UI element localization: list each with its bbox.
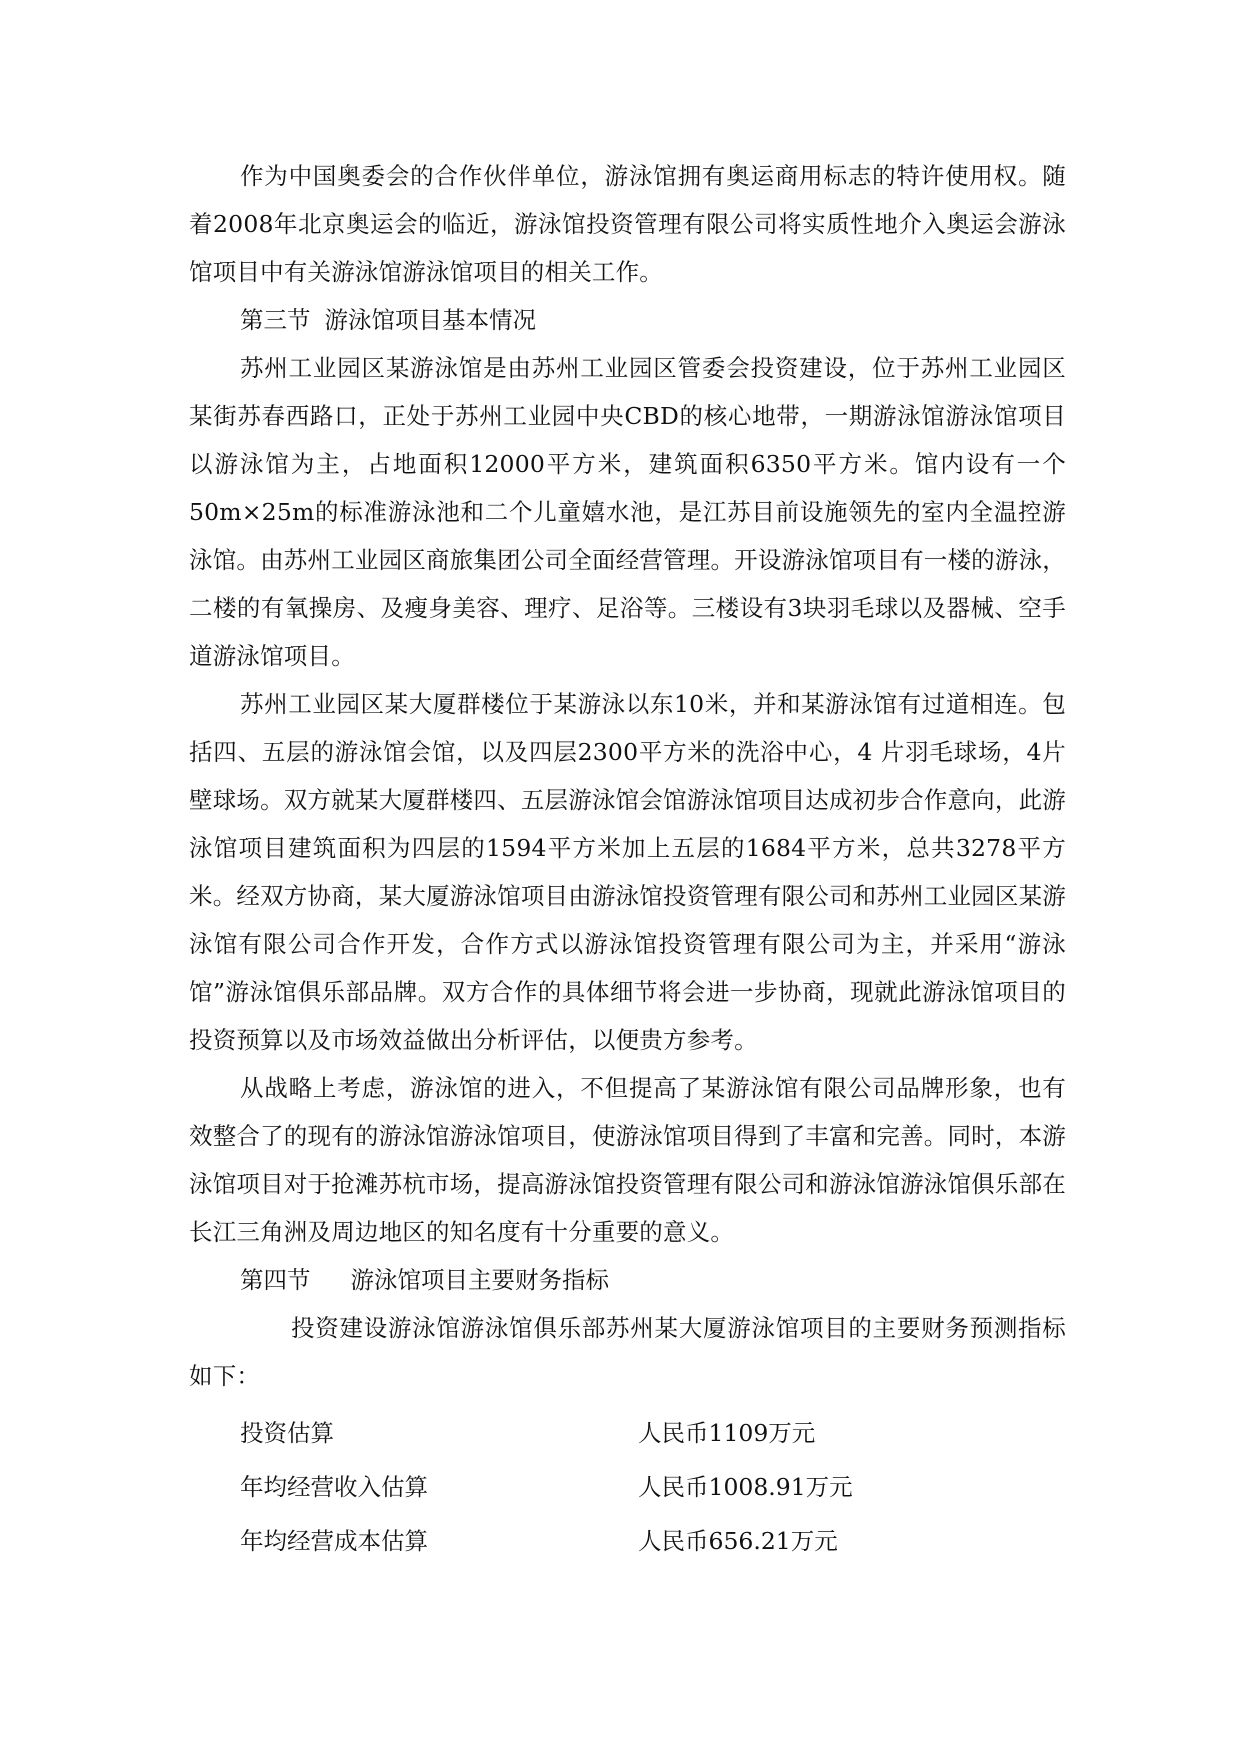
section-4-title: 游泳馆项目主要财务指标 <box>350 1266 609 1294</box>
financial-value: 人民币656.21万元 <box>638 1527 838 1555</box>
section-4-intro: 投资建设游泳馆游泳馆俱乐部苏州某大厦游泳馆项目的主要财务预测指标如下： <box>189 1314 1066 1390</box>
financial-value: 人民币1008.91万元 <box>638 1473 853 1501</box>
financial-row-cost <box>240 1514 1066 1568</box>
section-4-number: 第四节 <box>240 1266 311 1294</box>
financial-label: 年均经营收入估算 <box>240 1473 428 1501</box>
intro-paragraph: 作为中国奥委会的合作伙伴单位，游泳馆拥有奥运商用标志的特许使用权。随着2008年北京奥运会的临近，游泳馆投资管理有限公司将实质性地介入奥运会游泳馆项目中有关游泳馆游泳馆项目的相关工作。 <box>189 162 1066 286</box>
section-3-title: 游泳馆项目基本情况 <box>324 306 536 334</box>
financial-row-investment <box>240 1406 1066 1460</box>
section-3-heading <box>189 296 1066 344</box>
financial-value: 人民币1109万元 <box>638 1419 816 1447</box>
section-3-paragraph-1: 苏州工业园区某游泳馆是由苏州工业园区管委会投资建设，位于苏州工业园区某街苏春西路口，正处于苏州工业园中央CBD的核心地带，一期游泳馆游泳馆项目以游泳馆为主，占地面积12000平方米，建筑面积6350平方米。馆内设有一个50m×25m的标准游泳池和二个儿童嬉水池，是江苏目前设施领先的室内全温控游泳馆。由苏州工业园区商旅集团公司全面经营管理。开设游泳馆项目有一楼的游泳，二楼的有氧操房、及瘦身美容、理疗、足浴等。三楼设有3块羽毛球以及器械、空手道游泳馆项目。 <box>189 354 1066 670</box>
section-3-paragraph-2: 苏州工业园区某大厦群楼位于某游泳以东10米，并和某游泳馆有过道相连。包括四、五层的游泳馆会馆，以及四层2300平方米的洗浴中心，4 片羽毛球场，4片壁球场。双方就某大厦群楼四、五层游泳馆会馆游泳馆项目达成初步合作意向，此游泳馆项目建筑面积为四层的1594平方米加上五层的1684平方米，总共3278平方米。经双方协商，某大厦游泳馆项目由游泳馆投资管理有限公司和苏州工业园区某游泳馆有限公司合作开发，合作方式以游泳馆投资管理有限公司为主，并采用“游泳馆”游泳馆俱乐部品牌。双方合作的具体细节将会进一步协商，现就此游泳馆项目的投资预算以及市场效益做出分析评估，以便贵方参考。 <box>189 690 1066 1054</box>
financial-indicators-table <box>240 1406 1066 1568</box>
financial-row-revenue <box>240 1460 1066 1514</box>
section-4-heading <box>189 1256 1066 1304</box>
section-3-number: 第三节 <box>240 306 311 334</box>
page-content <box>189 152 1066 1568</box>
financial-label: 投资估算 <box>240 1419 334 1447</box>
section-3-paragraph-3: 从战略上考虑，游泳馆的进入，不但提高了某游泳馆有限公司品牌形象，也有效整合了的现有的游泳馆游泳馆项目，使游泳馆项目得到了丰富和完善。同时，本游泳馆项目对于抢滩苏杭市场，提高游泳馆投资管理有限公司和游泳馆游泳馆俱乐部在长江三角洲及周边地区的知名度有十分重要的意义。 <box>189 1074 1066 1246</box>
financial-label: 年均经营成本估算 <box>240 1527 428 1555</box>
